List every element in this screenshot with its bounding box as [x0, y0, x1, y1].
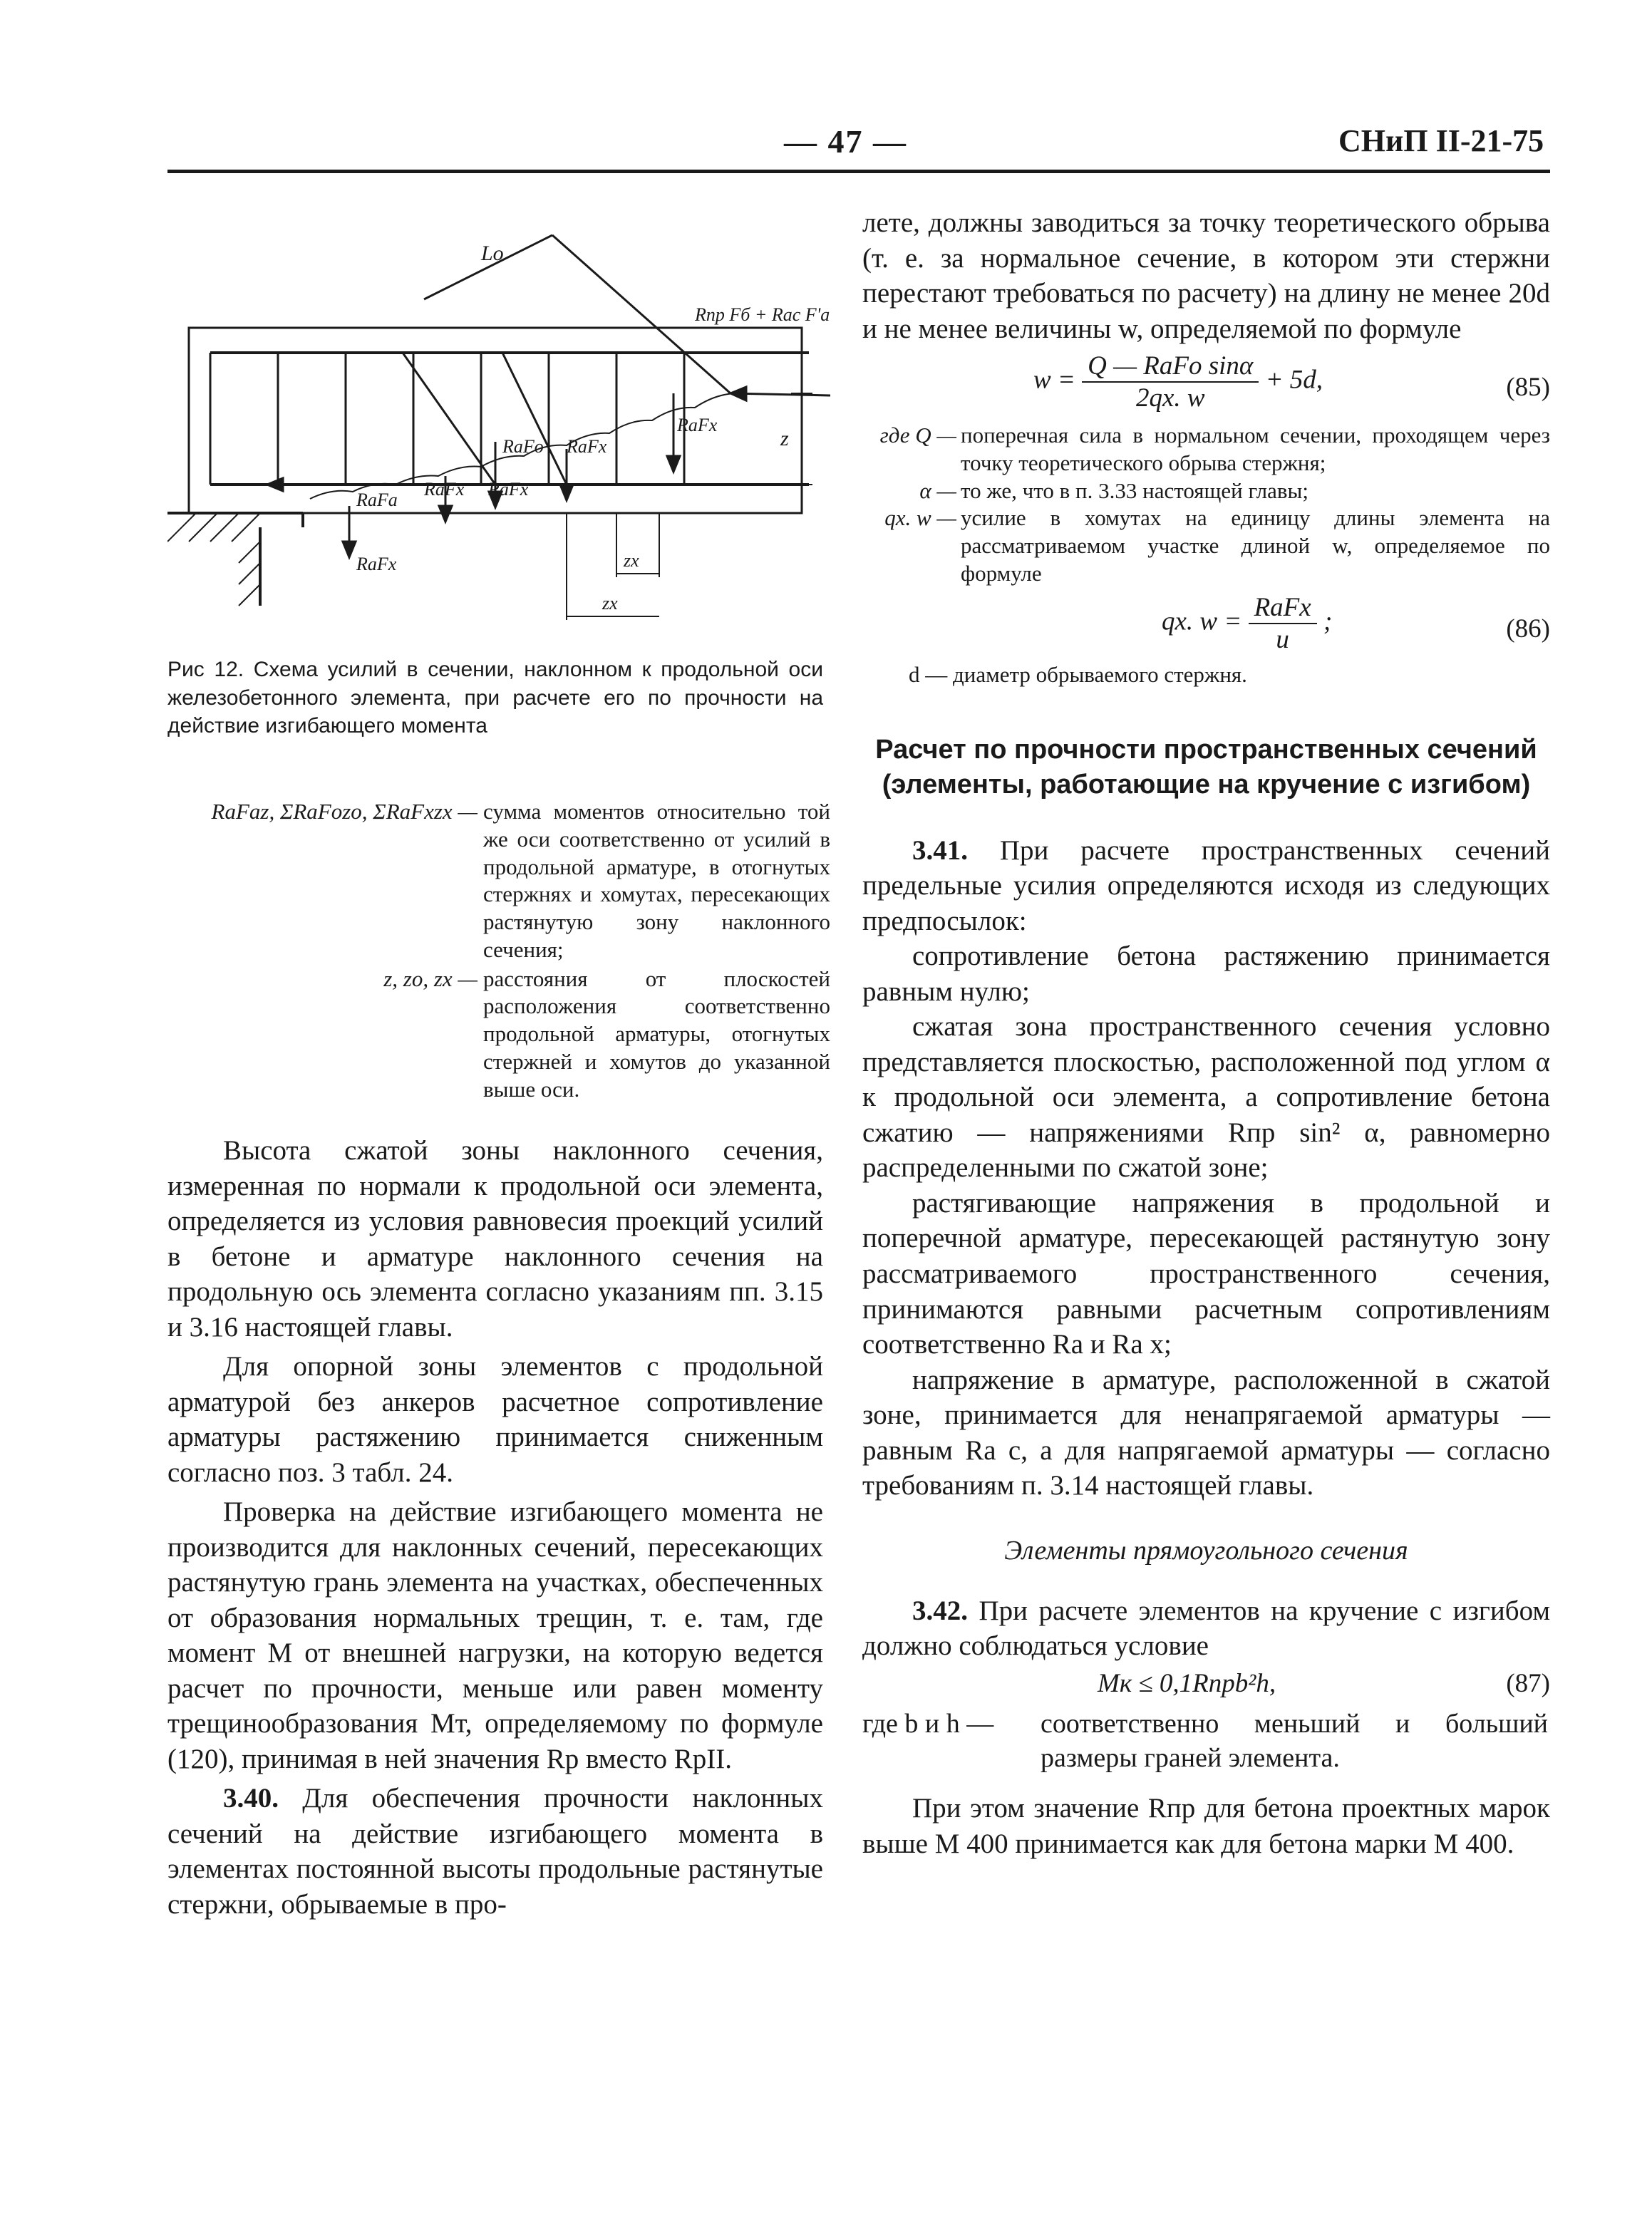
formula-lhs: qх. w =: [1162, 606, 1242, 636]
definition-desc: усилие в хомутах на единицу длины элемента на рассматриваемом участке длиной w, определяемое по формуле: [961, 505, 1550, 586]
formula-rest: ;: [1323, 606, 1333, 636]
definition-d: d — диаметр обрываемого стержня.: [909, 661, 1247, 687]
left-column: [167, 1133, 823, 1926]
definition-desc: соответственно меньший и больший размеры граней элемента.: [1041, 1708, 1548, 1773]
figure-12-diagram: [167, 207, 830, 648]
definition-term: α —: [919, 477, 956, 503]
document-code: СНиП II-21-75: [1338, 123, 1544, 158]
definition-item: [862, 505, 1550, 587]
definition-desc: поперечная сила в нормальном сечении, проходящем через точку теоретического обрыва стержня;: [961, 423, 1550, 475]
label-ra-fa: RаFа: [356, 490, 398, 510]
definition-item: [146, 798, 830, 964]
formula-rest: + 5d,: [1265, 365, 1323, 395]
paragraph-text: Для обеспечения прочности наклонных сечений на действие изгибающего момента в элементах постоянной высоты продольные растянутые стержни, обрываемые в про-: [167, 1783, 823, 1920]
paragraph-3-41: [862, 833, 1550, 939]
paragraph-3-42: [862, 1593, 1550, 1664]
definition-term: z, zо, zх —: [383, 966, 477, 991]
label-ra-fx-1: RаFх: [677, 415, 718, 435]
paragraph: Для опорной зоны элементов с продольной арматурой без анкеров расчетное сопротивление арматуры растяжению принимается сниженным согласно поз. 3 табл. 24.: [167, 1351, 823, 1488]
list-item: сопротивление бетона растяжению принимается равным нулю;: [862, 941, 1550, 1007]
formula-numerator: RаFх: [1249, 592, 1317, 624]
formula-expression: Mк ≤ 0,1Rпрb²h,: [1098, 1668, 1276, 1698]
formula-number: (87): [1506, 1668, 1550, 1698]
section-number: 3.40.: [223, 1783, 279, 1814]
label-z: z: [780, 427, 789, 450]
page-number: — 47 —: [784, 123, 907, 160]
formula-denominator: u: [1276, 624, 1289, 654]
subheading: Элементы прямоугольного сечения: [1004, 1535, 1408, 1566]
definition-item: [146, 966, 830, 1104]
label-zx-small: zх: [624, 550, 639, 571]
formula-85: [862, 351, 1550, 422]
paragraph-text: При расчете пространственных сечений предельные усилия определяются исходя из следующих предпосылок:: [862, 834, 1551, 936]
section-number: 3.42.: [912, 1595, 968, 1626]
label-zx-large: zх: [602, 593, 618, 614]
final-paragraph: При этом значение Rпр для бетона проектных марок выше М 400 принимается как для бетона марки М 400.: [862, 1793, 1550, 1859]
right-definitions: [862, 422, 1550, 588]
label-ra-fo: RаFо: [502, 436, 544, 457]
right-column: [862, 205, 1550, 1861]
label-lo: Lo: [481, 242, 504, 265]
definition-term: qх. w —: [884, 505, 956, 531]
formula-number: (85): [1506, 373, 1550, 403]
definition-desc: расстояния от плоскостей расположения соответственно продольной арматуры, отогнутых стержней и хомутов до указанной выше оси.: [483, 966, 830, 1102]
left-definitions: [146, 798, 830, 1103]
formula-87: [862, 1664, 1550, 1707]
formula-denominator: 2qх. w: [1135, 383, 1205, 413]
paragraph-text: При расчете элементов на кручение с изгибом должно соблюдаться условие: [862, 1595, 1551, 1662]
list-item: растягивающие напряжения в продольной и поперечной арматуре, пересекающей растянутую зону рассматриваемого пространственного сечения, принимаются равными расчетным сопротивлениям соответственно Rа и Rа х;: [862, 1187, 1550, 1360]
formula-number: (86): [1506, 614, 1550, 643]
paragraph: Высота сжатой зоны наклонного сечения, измеренная по нормали к продольной оси элемента, определяется из условия равновесия проекций усилий в бетоне и арматуре наклонного сечения на продольную ось элемента согласно указаниям пп. 3.15 и 3.16 настоящей главы.: [167, 1135, 823, 1343]
paragraph-3-40: [167, 1781, 823, 1922]
formula-86: [862, 592, 1550, 660]
header-rule: [167, 170, 1550, 173]
formula-numerator: Q — RаFо sinα: [1082, 351, 1259, 383]
label-ra-fx-3: RаFх: [424, 479, 465, 500]
figure-caption: Рис 12. Схема усилий в сечении, наклонном к продольной оси железобетонного элемента, при расчете его по прочности на действие изгибающего момента: [167, 658, 823, 738]
label-ra-fx-2: RаFх: [567, 436, 607, 457]
list-item: напряжение в арматуре, расположенной в сжатой зоне, принимается для ненапрягаемой арматуры — равным Rа с, а для напрягаемой арматуры — согласно требованиям п. 3.14 настоящей главы.: [862, 1364, 1550, 1501]
label-top-force: Rпр Fб + Rас F'а: [695, 304, 830, 325]
section-number: 3.41.: [912, 834, 968, 866]
paragraph: Проверка на действие изгибающего момента не производится для наклонных сечений, пересекающих растянутую грань элемента на участках, обеспеченных от образования нормальных трещин, т. е. там, где момент M от внешней нагрузки, на которую ведется расчет по прочности, меньше или равен моменту трещинообразования Mт, определяемому по формуле (120), принимая в ней значения Rр вместо RрII.: [167, 1496, 823, 1774]
definition-desc: сумма моментов относительно той же оси соответственно от усилий в продольной арматуре, в отогнутых стержнях и хомутах, пересекающих растянутую зону наклонного сечения;: [483, 799, 830, 962]
definition-bh: [862, 1707, 1550, 1776]
label-ra-fx-4: RаFх: [488, 479, 529, 500]
definition-term: где Q —: [879, 423, 956, 448]
paragraph-continued: лете, должны заводиться за точку теоретического обрыва (т. е. за нормальное сечение, в котором эти стержни перестают требоваться по расчету) на длину не менее 20d и не менее величины w, определяемой по формуле: [862, 207, 1550, 344]
list-item: сжатая зона пространственного сечения условно представляется плоскостью, расположенной под углом α к продольной оси элемента, а сопротивление бетона сжатию — напряжениями Rпр sin² α, равномерно распределенными по сжатой зоне;: [862, 1011, 1550, 1184]
definition-item: [862, 422, 1550, 477]
section-heading: Расчет по прочности пространственных сечений (элементы, работающие на кручение с изгибом): [875, 735, 1537, 800]
definition-term: RаFаz, ΣRаFоzо, ΣRаFхzх —: [211, 799, 477, 824]
formula-lhs: w =: [1033, 365, 1075, 395]
definition-term: где b и h —: [862, 1708, 994, 1739]
definition-item: [862, 477, 1550, 505]
definition-desc: то же, что в п. 3.33 настоящей главы;: [961, 477, 1308, 503]
label-ra-fx-5: RаFх: [356, 554, 397, 574]
